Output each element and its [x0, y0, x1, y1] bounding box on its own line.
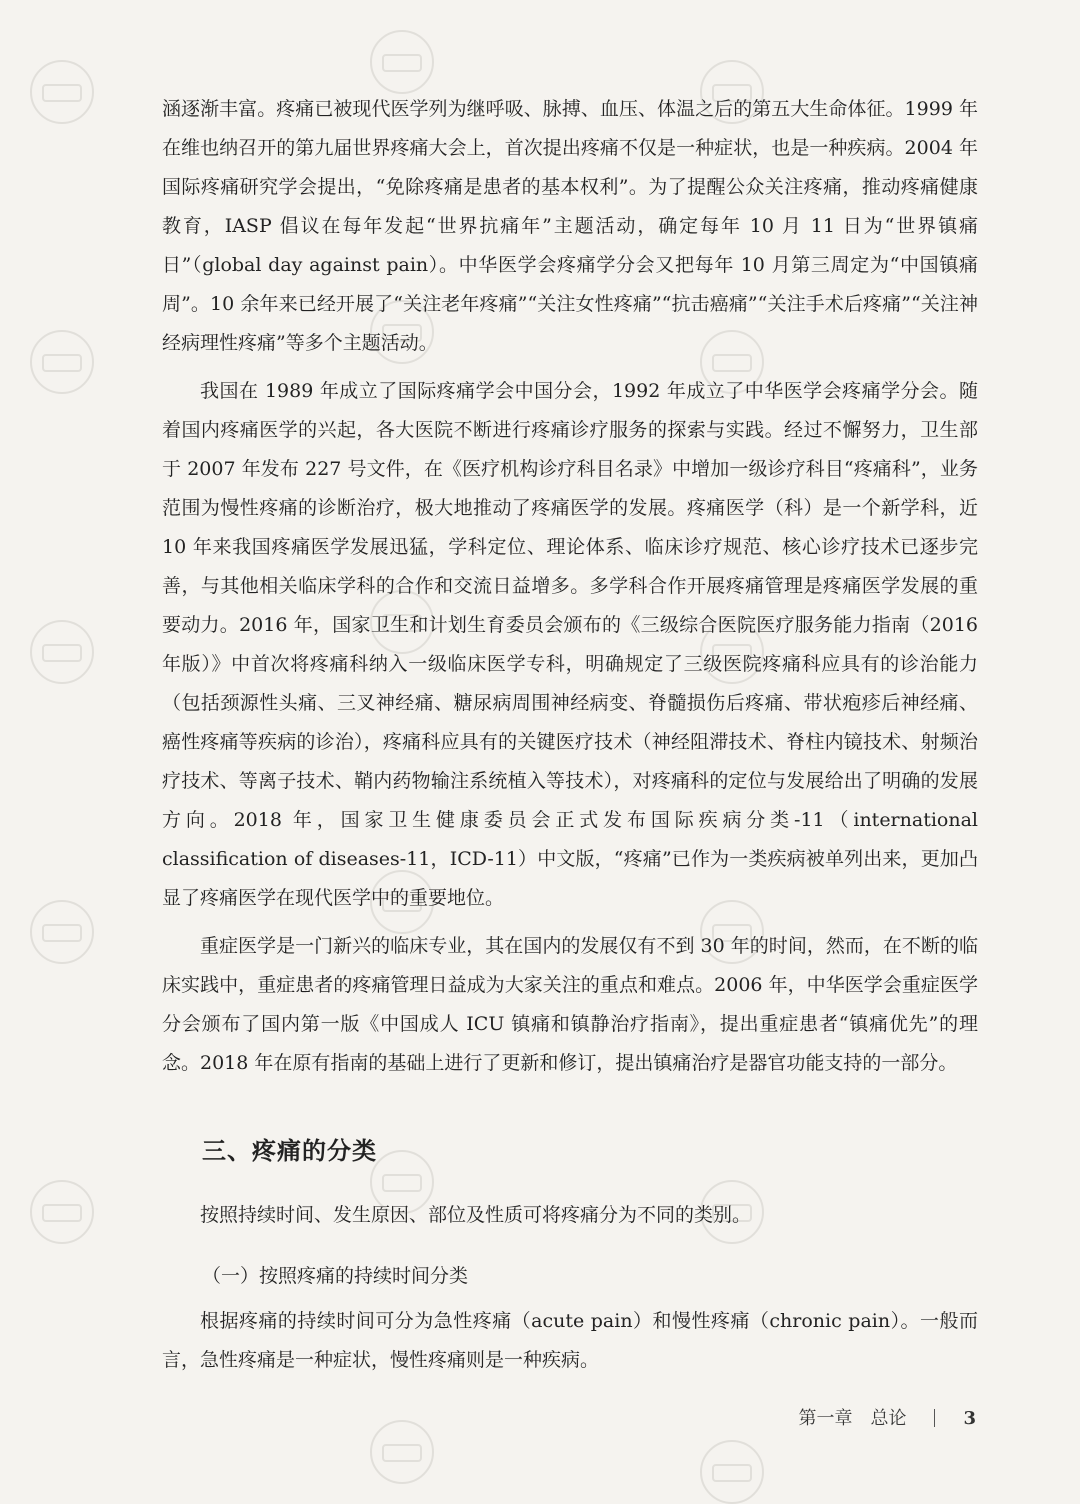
page-number: 3 — [963, 1408, 976, 1429]
subsection-heading: （一）按照疼痛的持续时间分类 — [202, 1265, 469, 1287]
subsection-text: 根据疼痛的持续时间可分为急性疼痛（acute pain）和慢性疼痛（chronic pain）。一般而言，急性疼痛是一种症状，慢性疼痛则是一种疾病。 — [162, 1310, 978, 1371]
footer-divider — [934, 1409, 935, 1427]
chapter-label: 第一章 总论 — [798, 1408, 907, 1429]
section-heading: 三、疼痛的分类 — [202, 1137, 377, 1165]
body-text — [162, 90, 978, 1389]
paragraph-3: 重症医学是一门新兴的临床专业，其在国内的发展仅有不到 30 年的时间，然而，在不断的临床实践中，重症患者的疼痛管理日益成为大家关注的重点和难点。2006 年，中华医学会重症医学分会颁布了国内第一版《中国成人 ICU 镇痛和镇静治疗指南》，提出重症患者“镇痛优先”的理念。2018 年在原有指南的基础上进行了更新和修订，提出镇痛治疗是器官功能支持的一部分。 — [162, 935, 978, 1074]
paragraph-1: 涵逐渐丰富。疼痛已被现代医学列为继呼吸、脉搏、血压、体温之后的第五大生命体征。1999 年在维也纳召开的第九届世界疼痛大会上，首次提出疼痛不仅是一种症状，也是一种疾病。2004 年国际疼痛研究学会提出，“免除疼痛是患者的基本权利”。为了提醒公众关注疼痛，推动疼痛健康教育，IASP 倡议在每年发起“世界抗痛年”主题活动，确定每年 10 月 11 日为“世界镇痛日”（global day against pain）。中华医学会疼痛学分会又把每年 10 月第三周定为“中国镇痛周”。10 余年来已经开展了“关注老年疼痛”“关注女性疼痛”“抗击癌痛”“关注手术后疼痛”“关注神经病理性疼痛”等多个主题活动。 — [162, 98, 978, 354]
section-intro: 按照持续时间、发生原因、部位及性质可将疼痛分为不同的类别。 — [200, 1204, 752, 1226]
page-footer — [798, 1404, 976, 1430]
paragraph-2: 我国在 1989 年成立了国际疼痛学会中国分会，1992 年成立了中华医学会疼痛学分会。随着国内疼痛医学的兴起，各大医院不断进行疼痛诊疗服务的探索与实践。经过不懈努力，卫生部于 2007 年发布 227 号文件，在《医疗机构诊疗科目名录》中增加一级诊疗科目“疼痛科”，业务范围为慢性疼痛的诊断治疗，极大地推动了疼痛医学的发展。疼痛医学（科）是一个新学科，近 10 年来我国疼痛医学发展迅猛，学科定位、理论体系、临床诊疗规范、核心诊疗技术已逐步完善，与其他相关临床学科的合作和交流日益增多。多学科合作开展疼痛管理是疼痛医学发展的重要动力。2016 年，国家卫生和计划生育委员会颁布的《三级综合医院医疗服务能力指南（2016 年版）》中首次将疼痛科纳入一级临床医学专科，明确规定了三级医院疼痛科应具有的诊治能力（包括颈源性头痛、三叉神经痛、糖尿病周围神经病变、脊髓损伤后疼痛、带状疱疹后神经痛、癌性疼痛等疾病的诊治），疼痛科应具有的关键医疗技术（神经阻滞技术、脊柱内镜技术、射频治疗技术、等离子技术、鞘内药物输注系统植入等技术），对疼痛科的定位与发展给出了明确的发展方向。2018 年，国家卫生健康委员会正式发布国际疾病分类-11（international classification of diseases-11，ICD-11）中文版，“疼痛”已作为一类疾病被单列出来，更加凸显了疼痛医学在现代医学中的重要地位。 — [162, 380, 978, 909]
